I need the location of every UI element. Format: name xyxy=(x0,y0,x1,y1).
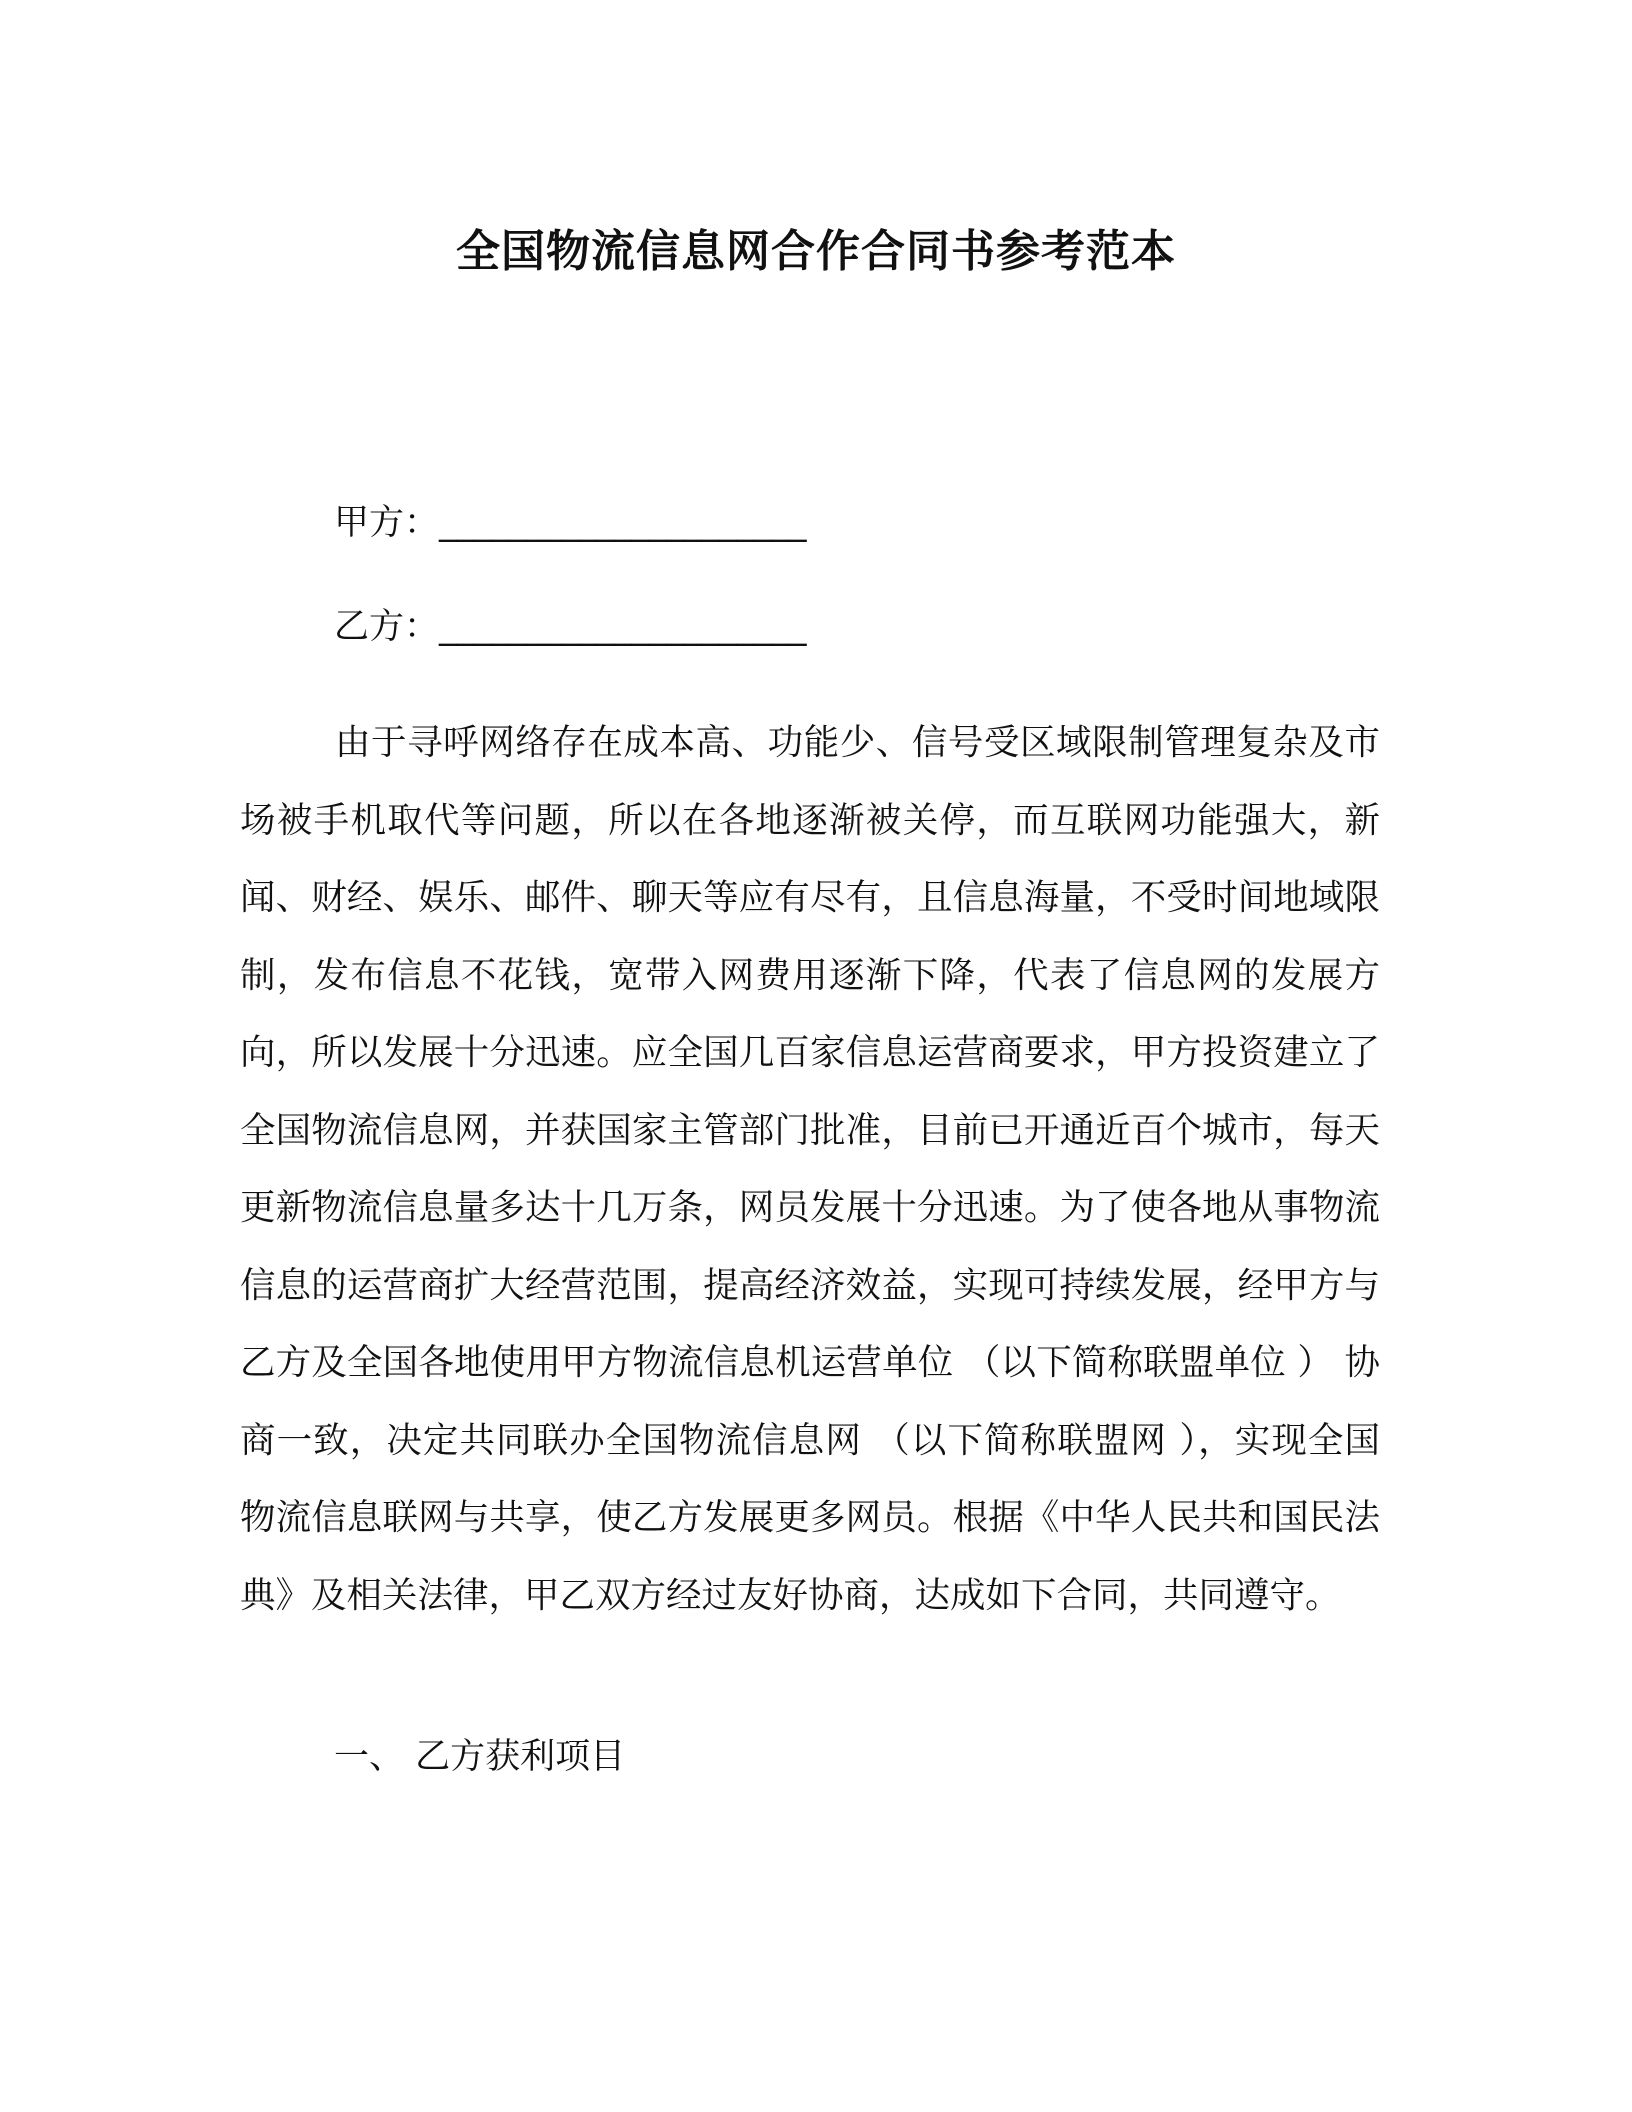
party-a-line: 甲方：_____________________ xyxy=(334,503,807,543)
party-b-line: 乙方：_____________________ xyxy=(334,607,807,647)
preamble-paragraph: 由于寻呼网络存在成本高、功能少、信号受区域限制管理复杂及市场被手机取代等问题，所以在各地逐渐被关停，而互联网功能强大，新闻、财经、娱乐、邮件、聊天等应有尽有，且信息海量，不受时间地域限制，发布信息不花钱，宽带入网费用逐渐下降，代表了信息网的发展方向，所以发展十分迅速。应全国几百家信息运营商要求，甲方投资建立了全国物流信息网，并获国家主管部门批准，目前已开通近百个城市，每天更新物流信息量多达十几万条，网员发展十分迅速。为了使各地从事物流信息的运营商扩大经营范围，提高经济效益，实现可持续发展，经甲方与乙方及全国各地使用甲方物流信息机运营单位 （以下简称联盟单位 ） 协商一致，决定共同联办全国物流信息网 （以下简称联盟网 ），实现全国物流信息联网与共享，使乙方发展更多网员。根据《中华人民共和国民法典》及相关法律，甲乙双方经过友好协商，达成如下合同，共同遵守。 xyxy=(240,722,1380,1616)
document-title: 全国物流信息网合作合同书参考范本 xyxy=(456,226,1176,277)
section-heading: 一、 乙方获利项目 xyxy=(334,1737,626,1777)
